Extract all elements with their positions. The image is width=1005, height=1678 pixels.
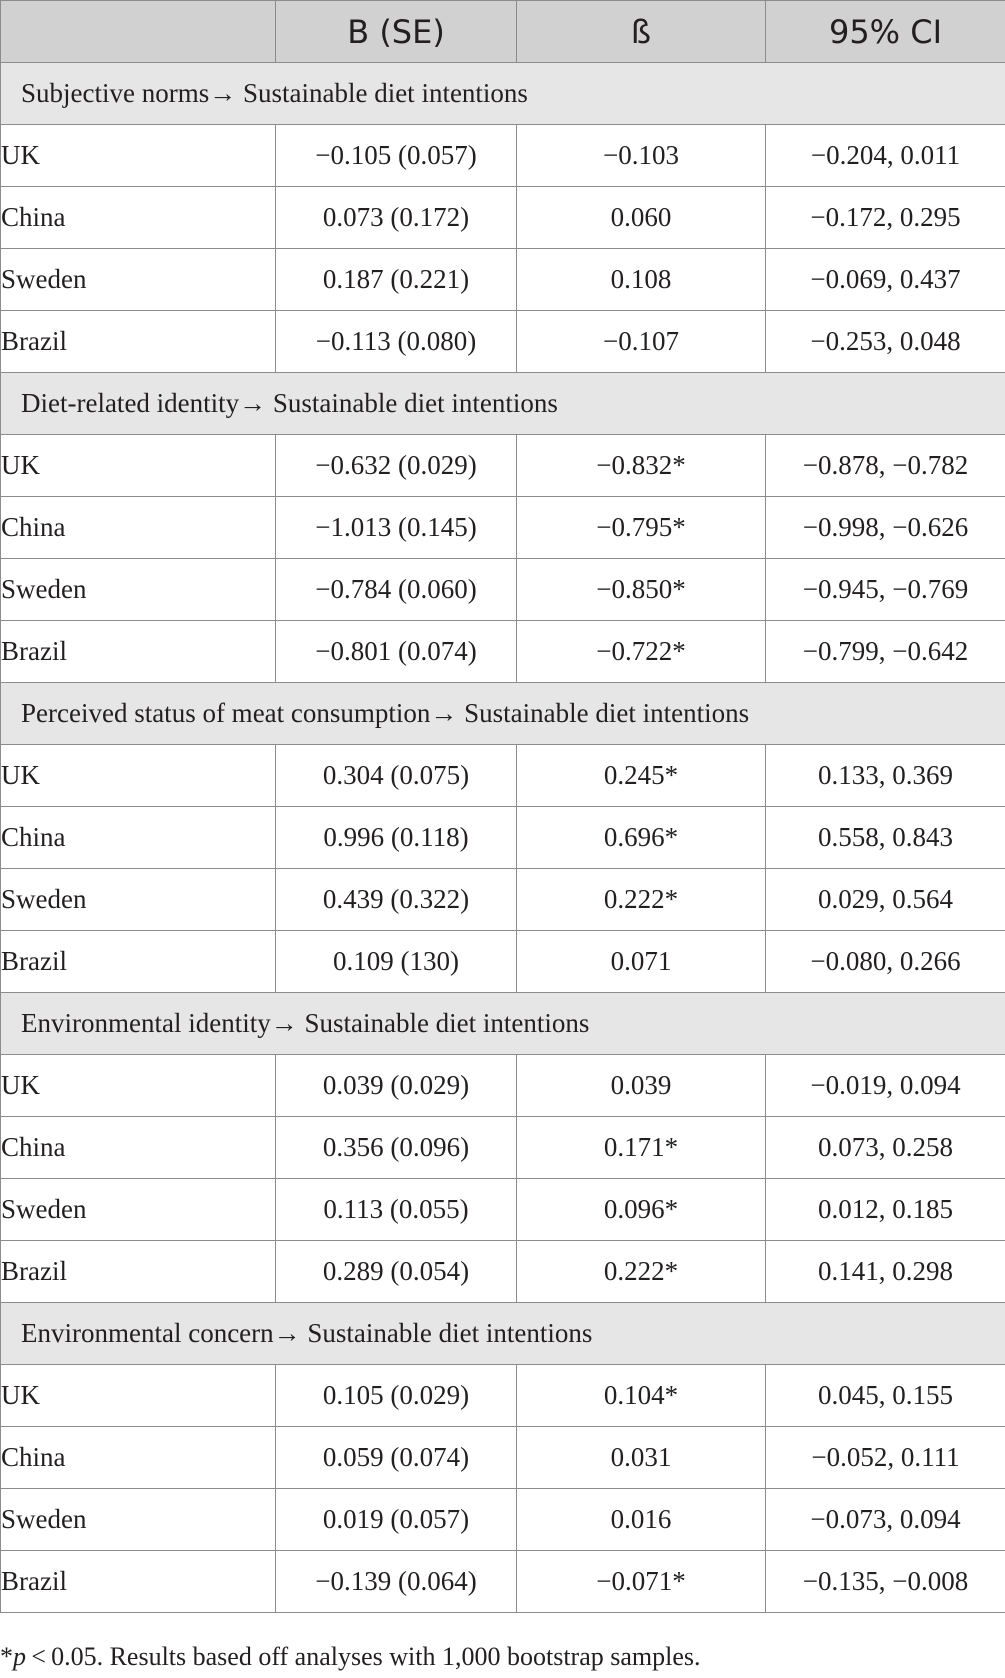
table-row xyxy=(1,125,1005,187)
table-row xyxy=(1,1489,1005,1551)
cell-country: Brazil xyxy=(1,621,276,683)
cell-b-se: −0.113 (0.080) xyxy=(276,311,517,373)
cell-beta: −0.850* xyxy=(517,559,766,621)
cell-ci: 0.141, 0.298 xyxy=(766,1241,1005,1303)
cell-b-se: 0.289 (0.054) xyxy=(276,1241,517,1303)
cell-ci: 0.029, 0.564 xyxy=(766,869,1005,931)
cell-ci: −0.878, −0.782 xyxy=(766,435,1005,497)
cell-b-se: 0.113 (0.055) xyxy=(276,1179,517,1241)
table-row xyxy=(1,1117,1005,1179)
cell-b-se: 0.304 (0.075) xyxy=(276,745,517,807)
cell-ci: −0.799, −0.642 xyxy=(766,621,1005,683)
cell-b-se: 0.356 (0.096) xyxy=(276,1117,517,1179)
table-row xyxy=(1,745,1005,807)
cell-country: UK xyxy=(1,435,276,497)
cell-country: China xyxy=(1,187,276,249)
cell-b-se: 0.109 (130) xyxy=(276,931,517,993)
section-row xyxy=(1,373,1005,435)
section-title: Diet-related identity→ Sustainable diet intentions xyxy=(1,373,1005,435)
table-row xyxy=(1,1365,1005,1427)
section-row xyxy=(1,63,1005,125)
cell-ci: −0.998, −0.626 xyxy=(766,497,1005,559)
cell-country: UK xyxy=(1,1365,276,1427)
cell-b-se: 0.996 (0.118) xyxy=(276,807,517,869)
header-row xyxy=(1,1,1005,63)
section-title: Environmental identity→ Sustainable diet intentions xyxy=(1,993,1005,1055)
cell-beta: 0.222* xyxy=(517,869,766,931)
cell-country: Brazil xyxy=(1,931,276,993)
cell-country: Sweden xyxy=(1,1489,276,1551)
cell-ci: −0.135, −0.008 xyxy=(766,1551,1005,1613)
cell-ci: 0.045, 0.155 xyxy=(766,1365,1005,1427)
cell-country: Sweden xyxy=(1,249,276,311)
cell-b-se: −0.784 (0.060) xyxy=(276,559,517,621)
cell-country: Sweden xyxy=(1,869,276,931)
section-row xyxy=(1,683,1005,745)
header-b-se: B (SE) xyxy=(276,1,517,63)
cell-b-se: −0.139 (0.064) xyxy=(276,1551,517,1613)
cell-b-se: 0.019 (0.057) xyxy=(276,1489,517,1551)
section-row xyxy=(1,1303,1005,1365)
header-empty xyxy=(1,1,276,63)
cell-country: China xyxy=(1,1427,276,1489)
table-row xyxy=(1,1179,1005,1241)
cell-beta: 0.096* xyxy=(517,1179,766,1241)
table-row xyxy=(1,931,1005,993)
cell-beta: −0.722* xyxy=(517,621,766,683)
table-row xyxy=(1,559,1005,621)
cell-country: China xyxy=(1,497,276,559)
cell-country: China xyxy=(1,1117,276,1179)
cell-b-se: 0.105 (0.029) xyxy=(276,1365,517,1427)
cell-ci: 0.073, 0.258 xyxy=(766,1117,1005,1179)
table-row xyxy=(1,621,1005,683)
table-row xyxy=(1,311,1005,373)
section-title: Perceived status of meat consumption→ Sustainable diet intentions xyxy=(1,683,1005,745)
cell-b-se: −0.632 (0.029) xyxy=(276,435,517,497)
cell-beta: −0.103 xyxy=(517,125,766,187)
cell-country: Brazil xyxy=(1,1241,276,1303)
cell-b-se: 0.439 (0.322) xyxy=(276,869,517,931)
cell-ci: 0.012, 0.185 xyxy=(766,1179,1005,1241)
table-row xyxy=(1,497,1005,559)
cell-beta: 0.245* xyxy=(517,745,766,807)
cell-country: China xyxy=(1,807,276,869)
cell-country: Brazil xyxy=(1,311,276,373)
cell-ci: −0.073, 0.094 xyxy=(766,1489,1005,1551)
cell-ci: −0.080, 0.266 xyxy=(766,931,1005,993)
cell-ci: −0.172, 0.295 xyxy=(766,187,1005,249)
cell-beta: 0.104* xyxy=(517,1365,766,1427)
cell-beta: −0.071* xyxy=(517,1551,766,1613)
cell-ci: −0.253, 0.048 xyxy=(766,311,1005,373)
cell-beta: 0.222* xyxy=(517,1241,766,1303)
table-row xyxy=(1,187,1005,249)
cell-beta: −0.107 xyxy=(517,311,766,373)
cell-b-se: −0.801 (0.074) xyxy=(276,621,517,683)
table-row xyxy=(1,869,1005,931)
cell-beta: 0.071 xyxy=(517,931,766,993)
table-row xyxy=(1,1241,1005,1303)
cell-ci: 0.558, 0.843 xyxy=(766,807,1005,869)
section-row xyxy=(1,993,1005,1055)
cell-b-se: 0.073 (0.172) xyxy=(276,187,517,249)
section-title: Environmental concern→ Sustainable diet intentions xyxy=(1,1303,1005,1365)
table-row xyxy=(1,435,1005,497)
cell-country: Brazil xyxy=(1,1551,276,1613)
table-row xyxy=(1,249,1005,311)
cell-beta: −0.832* xyxy=(517,435,766,497)
cell-b-se: −1.013 (0.145) xyxy=(276,497,517,559)
header-ci: 95% CI xyxy=(766,1,1005,63)
footnote-p: p xyxy=(13,1642,26,1671)
footnote xyxy=(0,1642,701,1672)
cell-ci: −0.052, 0.111 xyxy=(766,1427,1005,1489)
cell-beta: 0.108 xyxy=(517,249,766,311)
cell-beta: 0.060 xyxy=(517,187,766,249)
footnote-star: * xyxy=(0,1642,13,1671)
table-row xyxy=(1,1551,1005,1613)
cell-beta: 0.016 xyxy=(517,1489,766,1551)
cell-country: UK xyxy=(1,745,276,807)
cell-ci: 0.133, 0.369 xyxy=(766,745,1005,807)
cell-country: UK xyxy=(1,1055,276,1117)
header-beta: ß xyxy=(517,1,766,63)
cell-country: UK xyxy=(1,125,276,187)
cell-beta: −0.795* xyxy=(517,497,766,559)
table-row xyxy=(1,807,1005,869)
cell-ci: −0.945, −0.769 xyxy=(766,559,1005,621)
cell-ci: −0.069, 0.437 xyxy=(766,249,1005,311)
cell-country: Sweden xyxy=(1,1179,276,1241)
footnote-text: < 0.05. Results based off analyses with 1,000 bootstrap samples. xyxy=(26,1642,701,1671)
cell-b-se: −0.105 (0.057) xyxy=(276,125,517,187)
cell-beta: 0.696* xyxy=(517,807,766,869)
table-body xyxy=(1,63,1005,1613)
cell-beta: 0.171* xyxy=(517,1117,766,1179)
table-row xyxy=(1,1427,1005,1489)
cell-ci: −0.019, 0.094 xyxy=(766,1055,1005,1117)
cell-beta: 0.039 xyxy=(517,1055,766,1117)
cell-country: Sweden xyxy=(1,559,276,621)
section-title: Subjective norms→ Sustainable diet intentions xyxy=(1,63,1005,125)
cell-b-se: 0.187 (0.221) xyxy=(276,249,517,311)
cell-ci: −0.204, 0.011 xyxy=(766,125,1005,187)
cell-b-se: 0.039 (0.029) xyxy=(276,1055,517,1117)
cell-b-se: 0.059 (0.074) xyxy=(276,1427,517,1489)
cell-beta: 0.031 xyxy=(517,1427,766,1489)
table-row xyxy=(1,1055,1005,1117)
